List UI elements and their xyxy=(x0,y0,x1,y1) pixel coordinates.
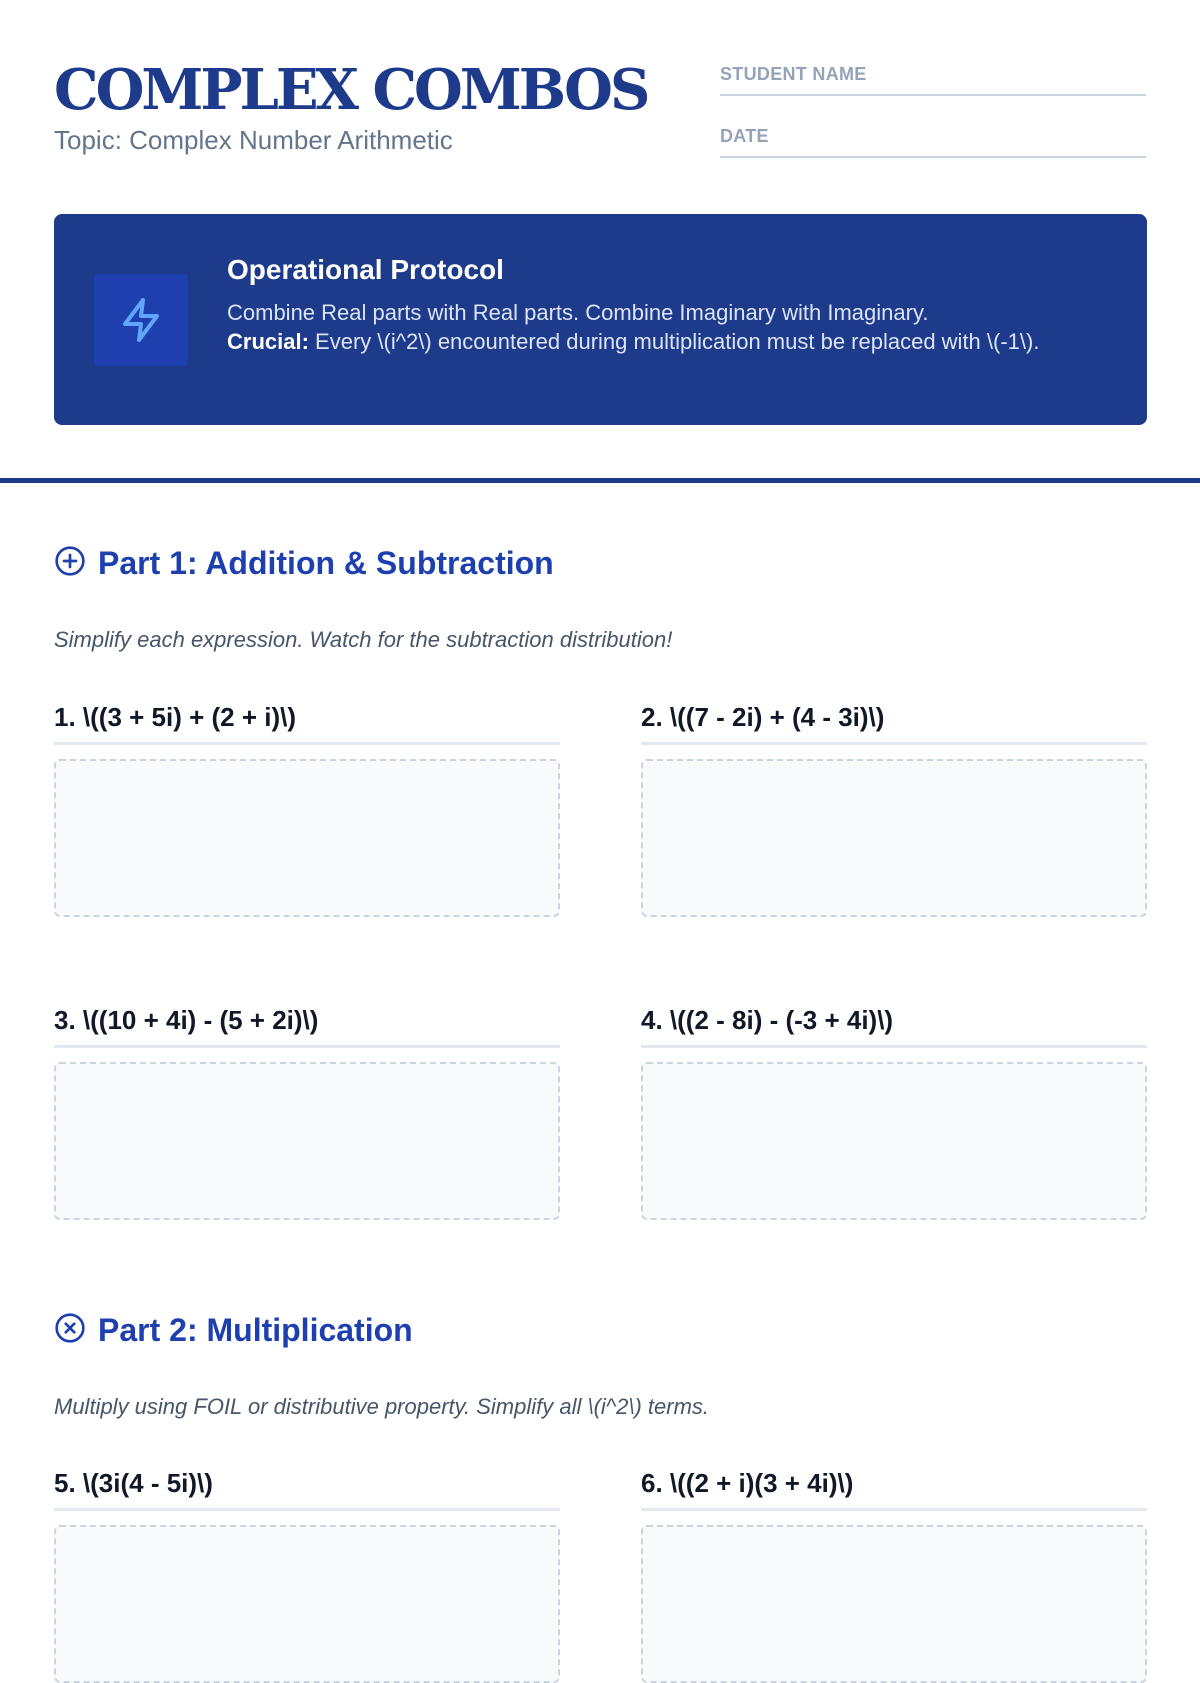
answer-box-2[interactable] xyxy=(641,759,1147,917)
part2-title: Part 2: Multiplication xyxy=(98,1311,413,1348)
problem-5-expression: 5. \(3i(4 - 5i)\) xyxy=(54,1466,560,1511)
protocol-callout xyxy=(54,214,1147,425)
protocol-line-1: Combine Real parts with Real parts. Combine Imaginary with Imaginary. xyxy=(227,300,929,325)
part1-instructions: Simplify each expression. Watch for the subtraction distribution! xyxy=(54,627,673,652)
part1-heading xyxy=(54,543,554,583)
worksheet-title: COMPLEX COMBOS xyxy=(54,57,648,123)
worksheet-header xyxy=(54,52,1148,172)
problem-4 xyxy=(641,1003,1147,1220)
student-fields xyxy=(720,62,1146,186)
problem-6 xyxy=(641,1466,1147,1683)
crucial-text: Every \(i^2\) encountered during multiplication must be replaced with \(-1\). xyxy=(308,329,1040,354)
date-field[interactable]: DATE xyxy=(720,124,1146,158)
problem-6-expression: 6. \((2 + i)(3 + 4i)\) xyxy=(641,1466,1147,1511)
problem-4-expression: 4. \((2 - 8i) - (-3 + 4i)\) xyxy=(641,1003,1147,1048)
protocol-title: Operational Protocol xyxy=(227,254,504,285)
student-name-field[interactable]: STUDENT NAME xyxy=(720,62,1146,96)
answer-box-3[interactable] xyxy=(54,1062,560,1220)
problem-1-expression: 1. \((3 + 5i) + (2 + i)\) xyxy=(54,700,560,745)
plus-circle-icon xyxy=(54,545,86,582)
problem-3-expression: 3. \((10 + 4i) - (5 + 2i)\) xyxy=(54,1003,560,1048)
answer-box-6[interactable] xyxy=(641,1525,1147,1683)
crucial-label: Crucial: xyxy=(227,329,309,354)
worksheet-topic: Topic: Complex Number Arithmetic xyxy=(54,125,453,155)
answer-box-5[interactable] xyxy=(54,1525,560,1683)
problem-5 xyxy=(54,1466,560,1683)
answer-box-4[interactable] xyxy=(641,1062,1147,1220)
problem-2 xyxy=(641,700,1147,917)
lightning-bolt-icon xyxy=(94,274,188,366)
problem-2-expression: 2. \((7 - 2i) + (4 - 3i)\) xyxy=(641,700,1147,745)
section-divider xyxy=(0,478,1200,483)
answer-box-1[interactable] xyxy=(54,759,560,917)
times-circle-icon xyxy=(54,1312,86,1349)
part2-instructions: Multiply using FOIL or distributive property. Simplify all \(i^2\) terms. xyxy=(54,1394,710,1419)
problem-1 xyxy=(54,700,560,917)
part2-heading xyxy=(54,1310,413,1350)
part1-title: Part 1: Addition & Subtraction xyxy=(98,544,554,581)
problem-3 xyxy=(54,1003,560,1220)
protocol-body xyxy=(227,298,1107,356)
